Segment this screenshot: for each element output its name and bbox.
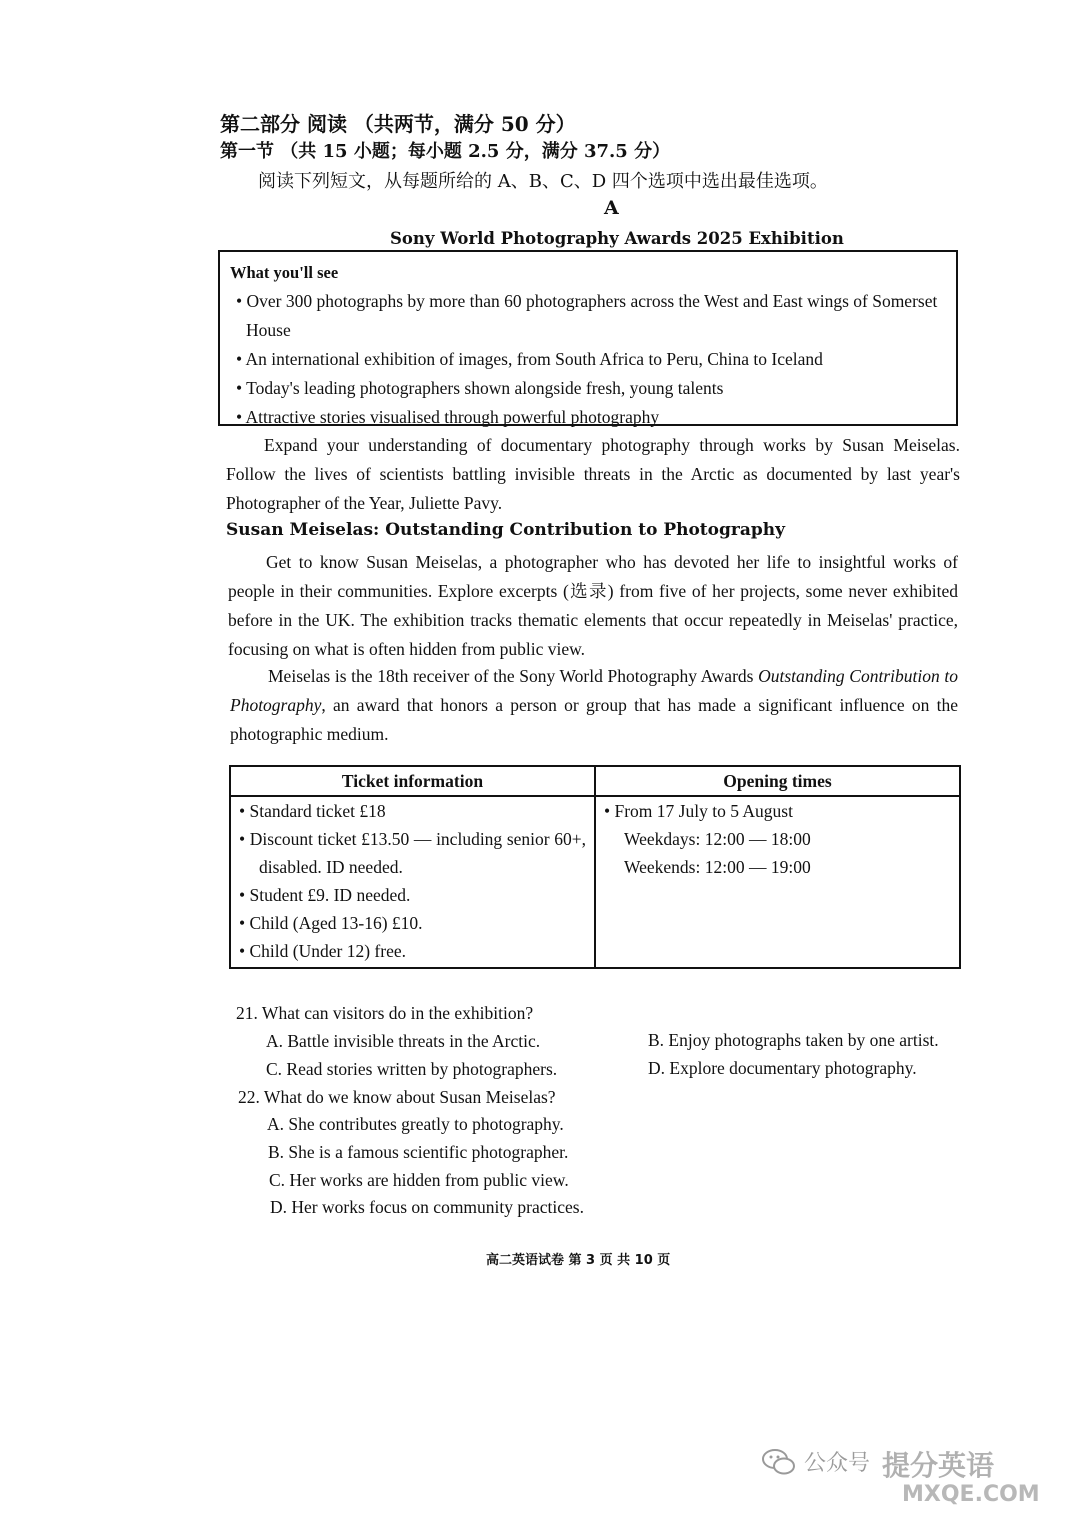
- ticket-standard: • Standard ticket £18: [239, 801, 386, 821]
- part-title: 第二部分 阅读 （共两节，满分 50 分）: [220, 112, 576, 136]
- box-item-1: • Over 300 photographs by more than 60 photographers across the West and East wings of Somerset House: [236, 291, 938, 340]
- paragraph-2-end: , an award that honors a person or group that has made a significant influence on the photographic medium.: [230, 695, 958, 744]
- sub-heading: Susan Meiselas: Outstanding Contribution to Photography: [226, 520, 785, 540]
- box-item-2: • An international exhibition of images, from South Africa to Peru, China to Iceland: [236, 349, 823, 369]
- passage-letter: A: [604, 197, 619, 219]
- question-21-option-b: B. Enjoy photographs taken by one artist.: [648, 1030, 939, 1050]
- paragraph-2: [230, 662, 958, 749]
- opening-cell: [595, 796, 960, 968]
- ticket-cell: [230, 796, 595, 968]
- subsection-title: 第一节 （共 15 小题；每小题 2.5 分，满分 37.5 分）: [220, 141, 671, 162]
- opening-weekends: Weekends: 12:00 — 19:00: [624, 857, 811, 877]
- what-youll-see-box: [218, 250, 958, 426]
- box-item-3: • Today's leading photographers shown alongside fresh, young talents: [236, 378, 724, 398]
- page-footer: 高二英语试卷 第 3 页 共 10 页: [486, 1253, 671, 1268]
- question-22-option-d: D. Her works focus on community practices.: [270, 1197, 584, 1217]
- watermark-account: 公众号: [804, 1451, 871, 1476]
- question-22-stem: 22. What do we know about Susan Meiselas?: [238, 1087, 556, 1107]
- paragraph-1: Get to know Susan Meiselas, a photographer who has devoted her life to insightful works of people in their communities. Explore excerpts (选录) from five of her projects, some never exhibited before in the UK. The exhibition tracks thematic elements that occur repeatedly in Meiselas' practice, focusing on what is often hidden from public view.: [228, 552, 958, 659]
- ticket-table: [229, 765, 961, 969]
- ticket-child-13-16: • Child (Aged 13-16) £10.: [239, 913, 423, 933]
- question-21-option-c: C. Read stories written by photographers.: [266, 1059, 558, 1079]
- question-21-stem: 21. What can visitors do in the exhibition?: [236, 1003, 534, 1023]
- box-item-4: • Attractive stories visualised through powerful photography: [236, 407, 660, 427]
- intro-paragraph: Expand your understanding of documentary photography through works by Susan Meiselas. Follow the lives of scientists battling invisible threats in the Arctic as documented by last year's Photographer of the Year, Juliette Pavy.: [226, 435, 960, 513]
- opening-weekdays: Weekdays: 12:00 — 18:00: [624, 829, 811, 849]
- award-name: Outstanding Contribution to Photography: [230, 666, 959, 715]
- watermark-name: 提分英语: [882, 1449, 995, 1482]
- box-title: What you'll see: [230, 263, 339, 282]
- question-22-option-c: C. Her works are hidden from public view.: [269, 1170, 569, 1190]
- paragraph-2-start: Meiselas is the 18th receiver of the Sony World Photography Awards: [268, 666, 759, 686]
- passage-title: Sony World Photography Awards 2025 Exhibition: [390, 229, 844, 248]
- opening-header: Opening times: [595, 766, 960, 796]
- question-22-option-a: A. She contributes greatly to photography.: [267, 1114, 564, 1134]
- question-22-option-b: B. She is a famous scientific photographer.: [268, 1142, 569, 1162]
- opening-dates: • From 17 July to 5 August: [604, 801, 793, 821]
- watermark: [762, 1438, 1062, 1518]
- ticket-discount: • Discount ticket £13.50 — including senior 60+, disabled. ID needed.: [239, 829, 586, 877]
- ticket-header: Ticket information: [230, 766, 595, 796]
- watermark-site: MXQE.COM: [902, 1482, 1040, 1507]
- ticket-student: • Student £9. ID needed.: [239, 885, 411, 905]
- wechat-icon: [762, 1448, 796, 1476]
- question-21-option-d: D. Explore documentary photography.: [648, 1058, 917, 1078]
- ticket-child-under-12: • Child (Under 12) free.: [239, 941, 406, 961]
- instructions: 阅读下列短文，从每题所给的 A、B、C、D 四个选项中选出最佳选项。: [258, 171, 828, 192]
- question-21-option-a: A. Battle invisible threats in the Arctic.: [266, 1031, 541, 1051]
